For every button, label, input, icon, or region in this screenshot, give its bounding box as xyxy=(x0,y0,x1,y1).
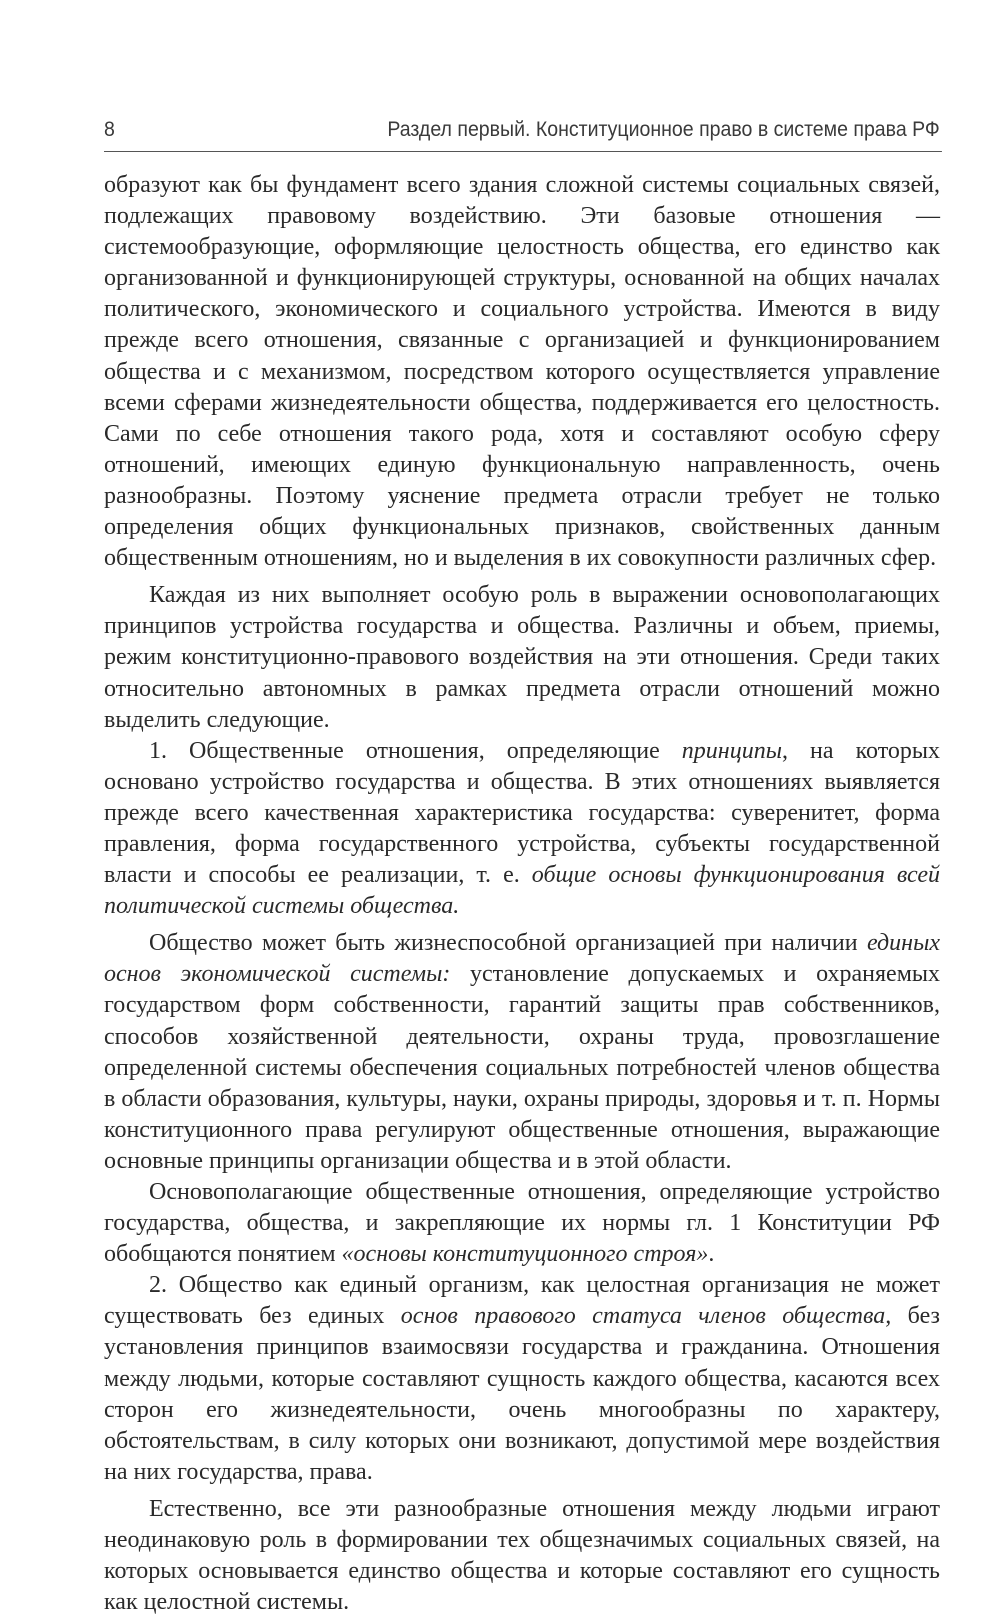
emphasis: общие основы функционирования всей политической системы общества. xyxy=(104,862,940,920)
emphasis: «основы конституционного строя» xyxy=(341,1241,709,1268)
section-title: Раздел первый. Конституционное право в системе права РФ xyxy=(387,118,940,141)
paragraph: Естественно, все эти разнообразные отношения между людьми играют неодинаковую роль в формировании тех общезначимых социальных связей, на которых основывается единство общества и которые составляют его сущность как целостной системы. xyxy=(104,1495,940,1616)
running-head xyxy=(104,118,942,152)
paragraph-continuation: образуют как бы фундамент всего здания сложной системы социальных связей, подлежащих правовому воздействию. Эти базовые отношения — системообразующие, оформляющие целостность общества, его единство как организованной и функционирующей структуры, основанной на общих началах политического, экономического и социального устройства. Имеются в виду прежде всего отношения, связанные с организацией и функционированием общества и с механизмом, посредством которого осуществляется управление всеми сферами жизнедеятельности общества, поддерживается его целостность. Сами по себе отношения такого рода, хотя и составляют особую сферу отношений, имеющих единую функциональную направленность, очень разнообразны. Поэтому уяснение предмета отрасли требует не только определения общих функциональных признаков, свойственных данным общественным отношениям, но и выделения в их совокупности различных сфер. xyxy=(104,172,940,572)
emphasis: единых основ экономической системы: xyxy=(104,930,940,988)
paragraph: Каждая из них выполняет особую роль в выражении основополагающих принципов устройства государства и общества. Различны и объем, приемы, режим конституционно-правового воздействия на эти отношения. Среди таких относительно автономных в рамках предмета отрасли отношений можно выделить следующие. xyxy=(104,582,940,733)
body-text xyxy=(104,170,940,1618)
paragraph: Общество может быть жизнеспособной организацией при наличии единых основ экономической системы: установление допускаемых и охраняемых государством форм собственности, гарантий защиты прав собственников, способов хозяйственной деятельности, охраны труда, провозглашение определенной системы обеспечения социальных потребностей членов общества в области образования, культуры, науки, охраны природы, здоровья и т. п. Нормы конституционного права регулируют общественные отношения, выражающие основные принципы организации общества и в этой области. xyxy=(104,930,941,1174)
book-page xyxy=(104,118,940,1618)
emphasis: принципы xyxy=(681,737,782,764)
page-number: 8 xyxy=(104,118,116,141)
paragraph: Основополагающие общественные отношения, определяющие устройство государства, общества, и закрепляющие их нормы гл. 1 Конституции РФ обобщаются понятием «основы конституционного строя». xyxy=(104,1179,940,1268)
emphasis: основ правового статуса членов общества, xyxy=(400,1303,892,1330)
paragraph-item-2: 2. Общество как единый организм, как целостная организация не может существовать без единых основ правового статуса членов общества, без установления принципов взаимосвязи государства и гражданина. Отношения между людьми, которые составляют сущность каждого общества, касаются всех сторон его жизнедеятельности, очень многообразны по характеру, обстоятельствам, в силу которых они возникают, допустимой мере воздействия на них государства, права. xyxy=(104,1272,940,1485)
paragraph-item-1: 1. Общественные отношения, определяющие принципы, на которых основано устройство государства и общества. В этих отношениях выявляется прежде всего качественная характеристика государства: суверенитет, форма правления, форма государственного устройства, субъекты государственной власти и способы ее реализации, т. е. общие основы функционирования всей политической системы общества. xyxy=(104,737,941,920)
